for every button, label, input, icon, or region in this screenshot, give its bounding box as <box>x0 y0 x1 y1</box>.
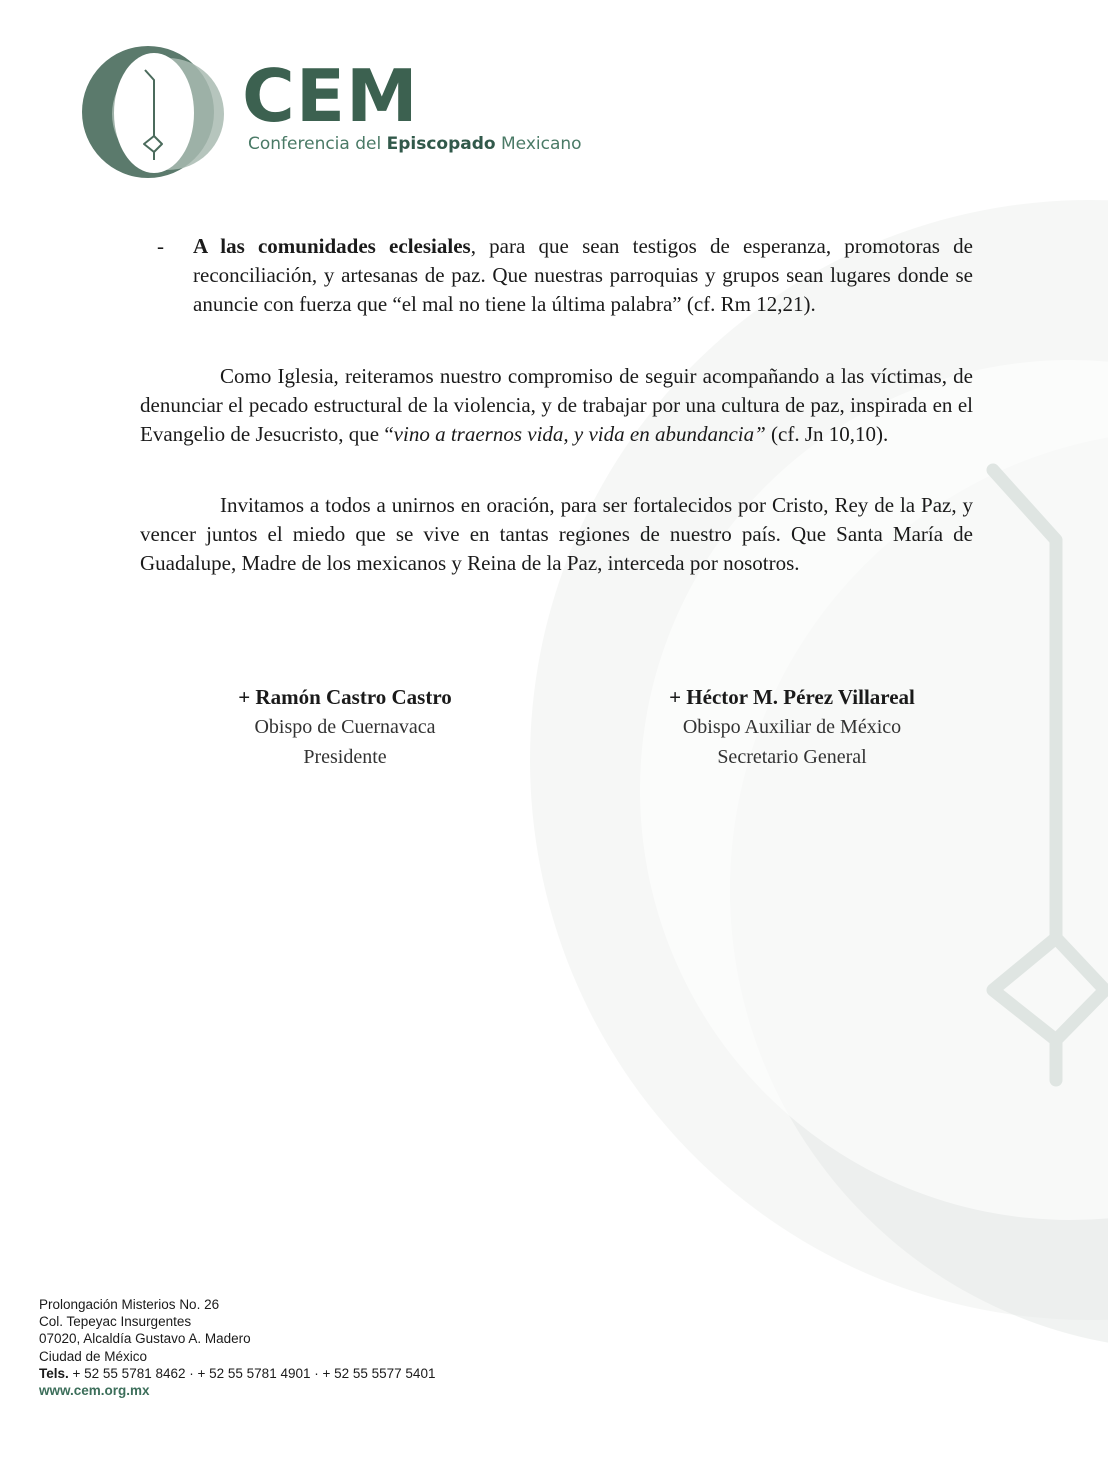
signature-role: Presidente <box>303 746 387 768</box>
signature-name: + Ramón Castro Castro <box>238 685 452 709</box>
logo-subtitle <box>248 132 582 156</box>
bullet-dash: - <box>157 234 164 258</box>
paragraph-church-commitment <box>140 362 973 449</box>
signature-block-president <box>165 682 525 772</box>
footer-tels-label: Tels. <box>39 1365 69 1381</box>
paragraph-invitation <box>140 491 973 578</box>
bullet-rest: , para que sean testigos de esperanza, promotoras de reconciliación, y artesanas de paz. Que nuestras parroquias y grupos sean lugares donde se anuncie con fuerza que “el mal no tiene la última palabra” (cf. Rm 12,21). <box>193 234 973 316</box>
signature-title: Obispo de Cuernavaca <box>254 716 436 738</box>
footer-phones <box>39 1365 435 1382</box>
cem-logo <box>82 40 602 185</box>
footer-website-link[interactable]: www.cem.org.mx <box>39 1383 150 1399</box>
signature-title: Obispo Auxiliar de México <box>682 716 902 738</box>
logo-sub-prefix: Conferencia del <box>248 134 382 154</box>
logo-sub-suffix: Mexicano <box>501 134 582 154</box>
footer-address-line: 07020, Alcaldía Gustavo A. Madero <box>39 1331 251 1347</box>
logo-acronym: CEM <box>242 54 419 138</box>
signature-name: + Héctor M. Pérez Villareal <box>669 685 915 709</box>
signature-block-secretary <box>612 682 972 772</box>
paragraph1-citation: (cf. Jn 10,10). <box>765 422 889 446</box>
cem-emblem-icon <box>82 40 227 185</box>
paragraph1-quote: vino a traernos vida, y vida en abundancia” <box>393 422 766 446</box>
footer-address-line: Col. Tepeyac Insurgentes <box>39 1314 192 1330</box>
paragraph2-text: Invitamos a todos a unirnos en oración, para ser fortalecidos por Cristo, Rey de la Paz, y vencer juntos el miedo que se vive en tantas regiones de nuestro país. Que Santa María de Guadalupe, Madre de los mexicanos y Reina de la Paz, interceda por nosotros. <box>140 493 973 575</box>
footer-address-line: Ciudad de México <box>39 1348 148 1364</box>
bullet-text <box>193 232 973 319</box>
footer-contact <box>39 1296 435 1399</box>
signature-role: Secretario General <box>717 746 867 768</box>
footer-tels-numbers: + 52 55 5781 8462 · + 52 55 5781 4901 · + 52 55 5577 5401 <box>68 1365 436 1381</box>
bullet-item <box>157 232 973 319</box>
paragraph1-text: Como Iglesia, reiteramos nuestro compromiso de seguir acompañando a las víctimas, de denunciar el pecado estructural de la violencia, y de trabajar por una cultura de paz, inspirada en el Evangelio de Jesucristo, que “ <box>140 364 973 446</box>
bullet-bold-lead: A las comunidades eclesiales <box>193 234 471 258</box>
footer-address-line: Prolongación Misterios No. 26 <box>39 1297 220 1312</box>
logo-sub-bold: Episcopado <box>386 134 496 154</box>
